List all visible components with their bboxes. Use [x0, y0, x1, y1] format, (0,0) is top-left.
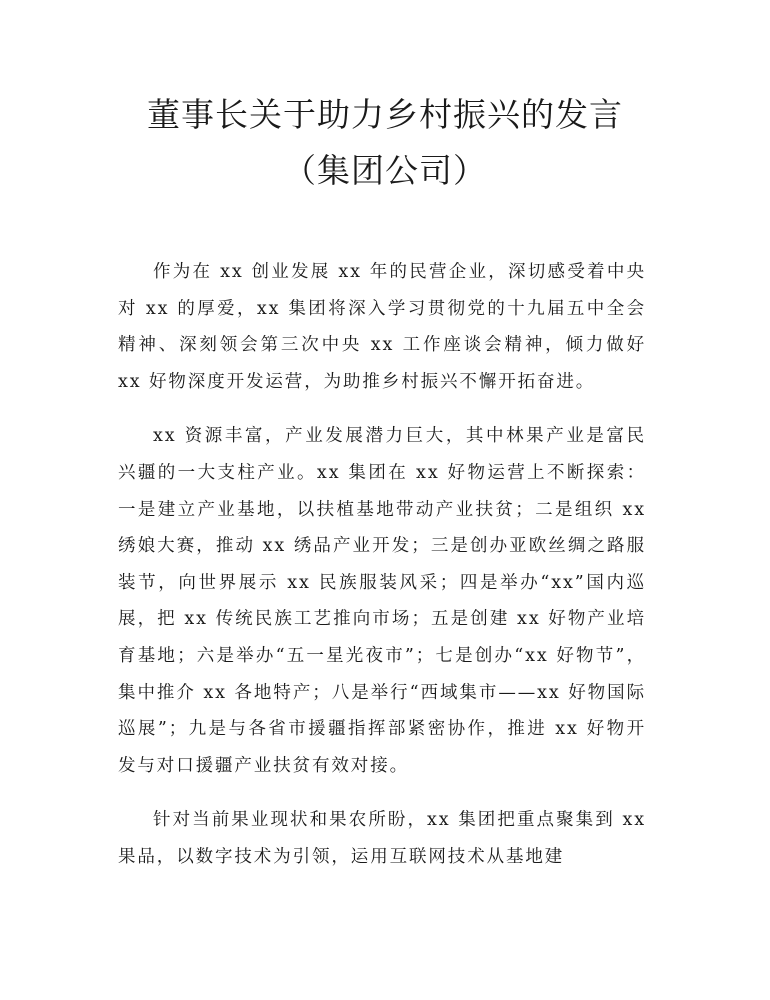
document-body: [118, 254, 646, 894]
document-subtitle: （集团公司）: [283, 151, 487, 190]
document-title: 董事长关于助力乡村振兴的发言: [147, 95, 623, 134]
paragraph-1: 作为在 xx 创业发展 xx 年的民营企业，深切感受着中央对 xx 的厚爱，xx 集团将深入学习贯彻党的十九届五中全会精神、深刻领会第三次中央 xx 工作座谈会精神，倾力做好 xx 好物深度开发运营，为助推乡村振兴不懈开拓奋进。: [118, 262, 646, 392]
paragraph-2: xx 资源丰富，产业发展潜力巨大，其中林果产业是富民兴疆的一大支柱产业。xx 集团在 xx 好物运营上不断探索：一是建立产业基地，以扶植基地带动产业扶贫；二是组织 xx 绣娘大赛，推动 xx 绣品产业开发；三是创办亚欧丝绸之路服装节，向世界展示 xx 民族服装风采；四是举办“xx”国内巡展，把 xx 传统民族工艺推向市场；五是创建 xx 好物产业培育基地；六是举办“五一星光夜市”；七是创办“xx 好物节”，集中推介 xx 各地特产；八是举行“西域集市——xx 好物国际巡展”；九是与各省市援疆指挥部紧密协作，推进 xx 好物开发与对口援疆产业扶贫有效对接。: [118, 426, 646, 776]
paragraph-3: 针对当前果业现状和果农所盼，xx 集团把重点聚集到 xx 果品，以数字技术为引领，运用互联网技术从基地建: [118, 810, 646, 867]
